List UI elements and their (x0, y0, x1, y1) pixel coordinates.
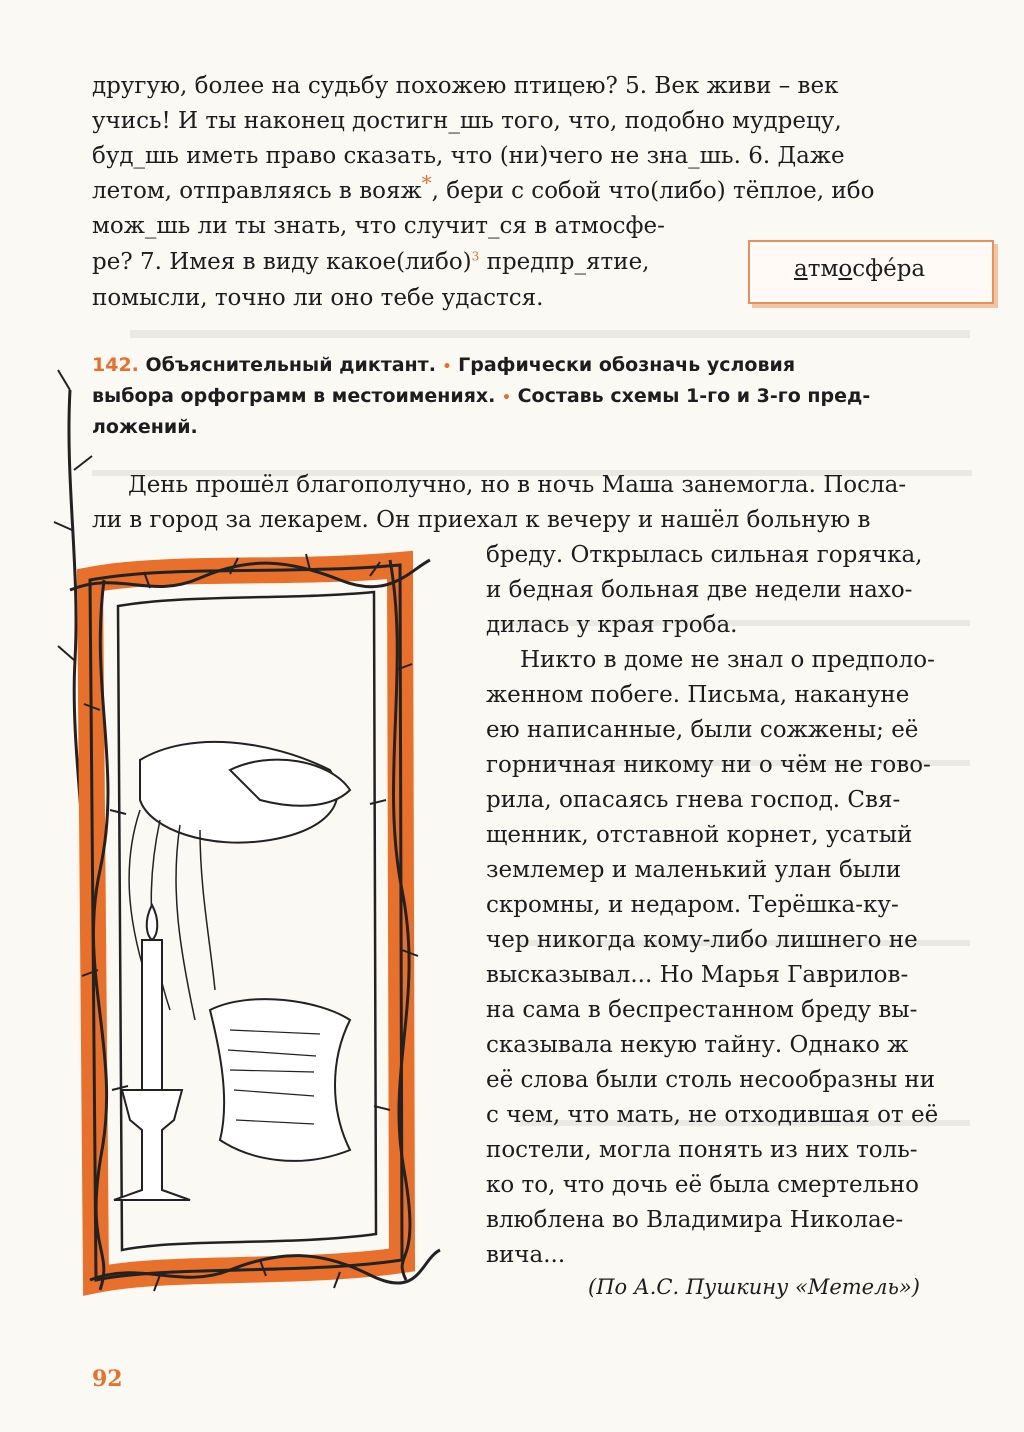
dictation-line: с чем, что мать, не отходившая от её (486, 1102, 939, 1128)
dictation-line: постели, могла понять из них толь- (486, 1137, 918, 1163)
candle-flame (147, 905, 158, 940)
dictation-line: сказывала некую тайну. Однако ж (486, 1032, 909, 1058)
text-fragment: ре? 7. Имея в виду какое(либо) (92, 249, 472, 275)
dictation-line: высказывал... Но Марья Гаврилов- (486, 962, 909, 988)
task-text: Составь схемы 1-го и 3-го пред- (510, 385, 871, 407)
dictation-line: бреду. Открылась сильная горячка, (486, 542, 923, 568)
dictation-line: ею написанные, были сожжены; её (486, 717, 919, 743)
text-line (92, 245, 650, 279)
footnote-star: * (421, 170, 432, 195)
text-fragment: летом, отправляясь в вояж (92, 178, 422, 204)
frame-outer (90, 565, 402, 1280)
text-line: помысли, точно ли оно тебе удастся. (92, 285, 544, 311)
dictation-line: вича... (486, 1242, 566, 1268)
candle (142, 940, 162, 1090)
vocabulary-word-box (748, 240, 994, 304)
letter-papers (210, 999, 350, 1161)
text-fragment: , бери с собой что(либо) тёплое, ибо (431, 178, 875, 204)
dictation-line: её слова были столь несообразны ни (486, 1067, 936, 1093)
exercise-number: 142. (92, 354, 139, 376)
dictation-line: горничная никому ни о чём не гово- (486, 752, 931, 778)
exercise-heading: ложений. (92, 416, 198, 438)
dictation-line: на сама в беспрестанном бреду вы- (486, 997, 918, 1023)
task-text: Объяснительный диктант. (138, 354, 436, 376)
vocabulary-word: атмосфе́ра (794, 256, 926, 282)
dictation-line: женном побеге. Письма, накануне (486, 682, 910, 708)
dictation-line: ко то, что дочь её была смертельно (486, 1172, 919, 1198)
bullet-icon: • (502, 390, 511, 406)
dictation-line: влюблена во Владимира Николае- (486, 1207, 904, 1233)
dictation-line: ли в город за лекарем. Он приехал к вечеру и нашёл больную в (92, 507, 871, 533)
text-line: буд_шь иметь право сказать, что (ни)чего не зна_шь. 6. Даже (92, 143, 845, 169)
candlestick (114, 1090, 190, 1200)
dictation-line: Никто в доме не знал о предполо- (520, 647, 935, 673)
footnote-number: 3 (471, 249, 480, 264)
dictation-line: землемер и маленький улан были (486, 857, 902, 883)
dictation-line: рила, опасаясь гнева господ. Свя- (486, 787, 901, 813)
source-attribution: (По А.С. Пушкину «Метель») (588, 1275, 920, 1299)
text-line: учись! И ты наконец достигн_шь того, что, подобно мудрецу, (92, 108, 842, 134)
dictation-line: щенник, отставной корнет, усатый (486, 822, 913, 848)
page-number: 92 (92, 1366, 123, 1392)
dictation-line: скромны, и недаром. Терёшка-ку- (486, 892, 899, 918)
bullet-icon: • (442, 359, 452, 375)
dictation-line: и бедная больная две недели нахо- (486, 577, 913, 603)
task-text: выбора орфограмм в местоимениях. (92, 385, 496, 407)
text-line: другую, более на судьбу похожею птицею? 5. Век живи – век (92, 73, 839, 99)
text-line (92, 170, 875, 208)
illustration-candle-frame (30, 330, 450, 1370)
dictation-line: День прошёл благополучно, но в ночь Маша занемогла. Посла- (128, 472, 907, 498)
dictation-line: чер никогда кому-либо лишнего не (486, 927, 918, 953)
text-line: мож_шь ли ты знать, что случит_ся в атмосфе- (92, 213, 665, 239)
dictation-line: дилась у края гроба. (486, 612, 738, 638)
text-fragment: предпр_ятие, (479, 249, 650, 275)
task-text: Графически обозначь условия (451, 354, 796, 376)
